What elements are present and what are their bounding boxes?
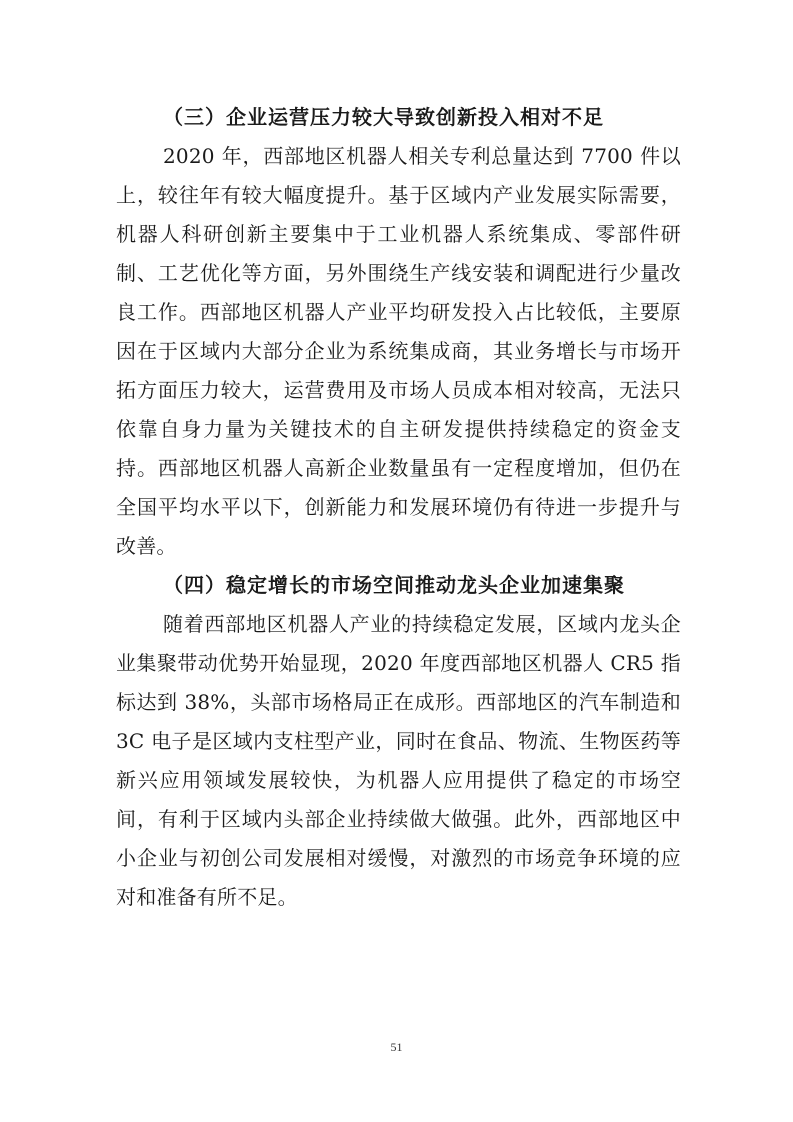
section-3-paragraph: 2020 年，西部地区机器人相关专利总量达到 7700 件以上，较往年有较大幅度提升。基于区域内产业发展实际需要，机器人科研创新主要集中于工业机器人系统集成、零部件研制、工艺优化等方面，另外围绕生产线安装和调配进行少量改良工作。西部地区机器人产业平均研发投入占比较低，主要原因在于区域内大部分企业为系统集成商，其业务增长与市场开拓方面压力较大，运营费用及市场人员成本相对较高，无法只依靠自身力量为关键技术的自主研发提供持续稳定的资金支持。西部地区机器人高新企业数量虽有一定程度增加，但仍在全国平均水平以下，创新能力和发展环境仍有待进一步提升与改善。 — [116, 144, 681, 558]
section-4-heading: （四）稳定增长的市场空间推动龙头企业加速集聚 — [163, 573, 625, 597]
section-4-paragraph: 随着西部地区机器人产业的持续稳定发展，区域内龙头企业集聚带动优势开始显现，2020 年度西部地区机器人 CR5 指标达到 38%，头部市场格局正在成形。西部地区的汽车制造和 3C 电子是区域内支柱型产业，同时在食品、物流、生物医药等新兴应用领域发展较快，为机器人应用提供了稳定的市场空间，有利于区域内头部企业持续做大做强。此外，西部地区中小企业与初创公司发展相对缓慢，对激烈的市场竞争环境的应对和准备有所不足。 — [116, 612, 681, 909]
page-number: 51 — [390, 1040, 403, 1054]
section-3-heading: （三）企业运营压力较大导致创新投入相对不足 — [163, 105, 604, 129]
page-content — [116, 98, 681, 917]
